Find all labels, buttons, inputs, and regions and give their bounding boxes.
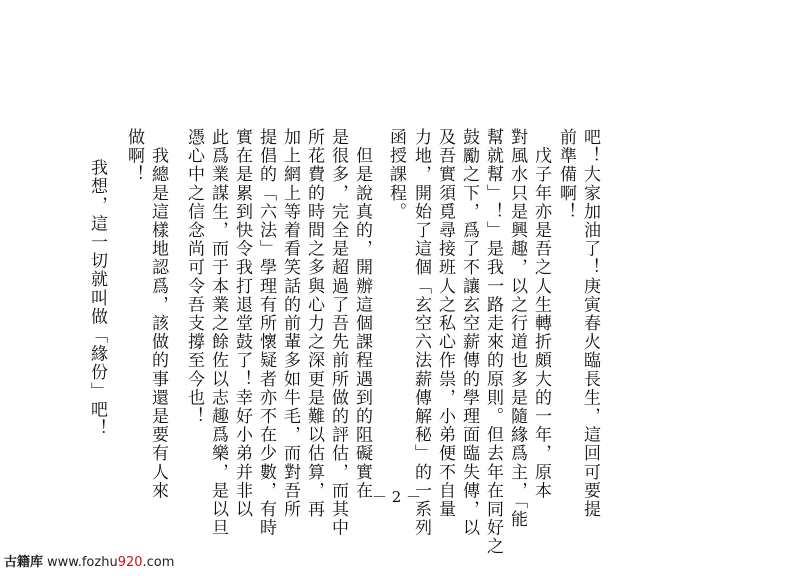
text-column: 我想，這一切就叫做「緣份」吧！ — [87, 140, 107, 438]
text-column: 對風水只是興趣，以之行道也多是隨緣爲主，「能 — [507, 128, 527, 529]
text-column: 戊子年亦是吾之人生轉折頗大的一年，原本 — [531, 128, 551, 500]
text-column: 加上網上等着看笑話的前輩多如牛毛，而對吾所 — [280, 128, 300, 519]
footer-site-num: 920 — [117, 555, 143, 570]
text-column: 提倡的「六法」學理有所懷疑者亦不在少數，有時 — [256, 128, 276, 538]
text-column: 做啊！ — [124, 128, 144, 184]
text-column: 憑心中之信念尚可令吾支撐至今也！ — [184, 128, 204, 426]
text-column: 及吾實須覓尋接班人之私心作祟，小弟便不自量 — [435, 128, 455, 519]
page-number: － 2 － — [371, 488, 422, 506]
watermark-footer — [4, 551, 174, 570]
footer-site-tail: .com — [142, 555, 175, 570]
text-column: 實在是累到快令我打退堂鼓了！幸好小弟并非以 — [232, 128, 252, 519]
text-column: 鼓勵之下，爲了不讓玄空薪傳的學理面臨失傳，以 — [459, 128, 479, 538]
text-column: 但是說真的，開辦這個課程遇到的阻礙實在 — [352, 128, 372, 500]
text-column: 是很多，完全是超過了吾先前所做的評估，而其中 — [328, 128, 348, 538]
text-column: 我總是這樣地認爲，該做的事還是要有人來 — [148, 128, 168, 500]
text-column: 吧！大家加油了！庚寅春火臨長生，這回可要提 — [580, 128, 600, 519]
text-column: 此爲業謀生，而于本業之餘佐以志趣爲樂，是以旦 — [208, 128, 228, 538]
footer-site: www.fozhu — [47, 555, 118, 570]
text-column: 函授課程。 — [386, 128, 406, 221]
text-column: 所花費的時間之多與心力之深更是難以估算，再 — [304, 128, 324, 519]
text-column: 幫就幫」！」是我一路走來的原則。但去年在同好之 — [483, 128, 503, 556]
footer-brand: 古籍库 — [4, 555, 44, 570]
text-column: 力地，開始了這個「玄空六法薪傳解秘」的一系列 — [411, 128, 431, 538]
text-column: 前準備啊！ — [556, 128, 576, 221]
